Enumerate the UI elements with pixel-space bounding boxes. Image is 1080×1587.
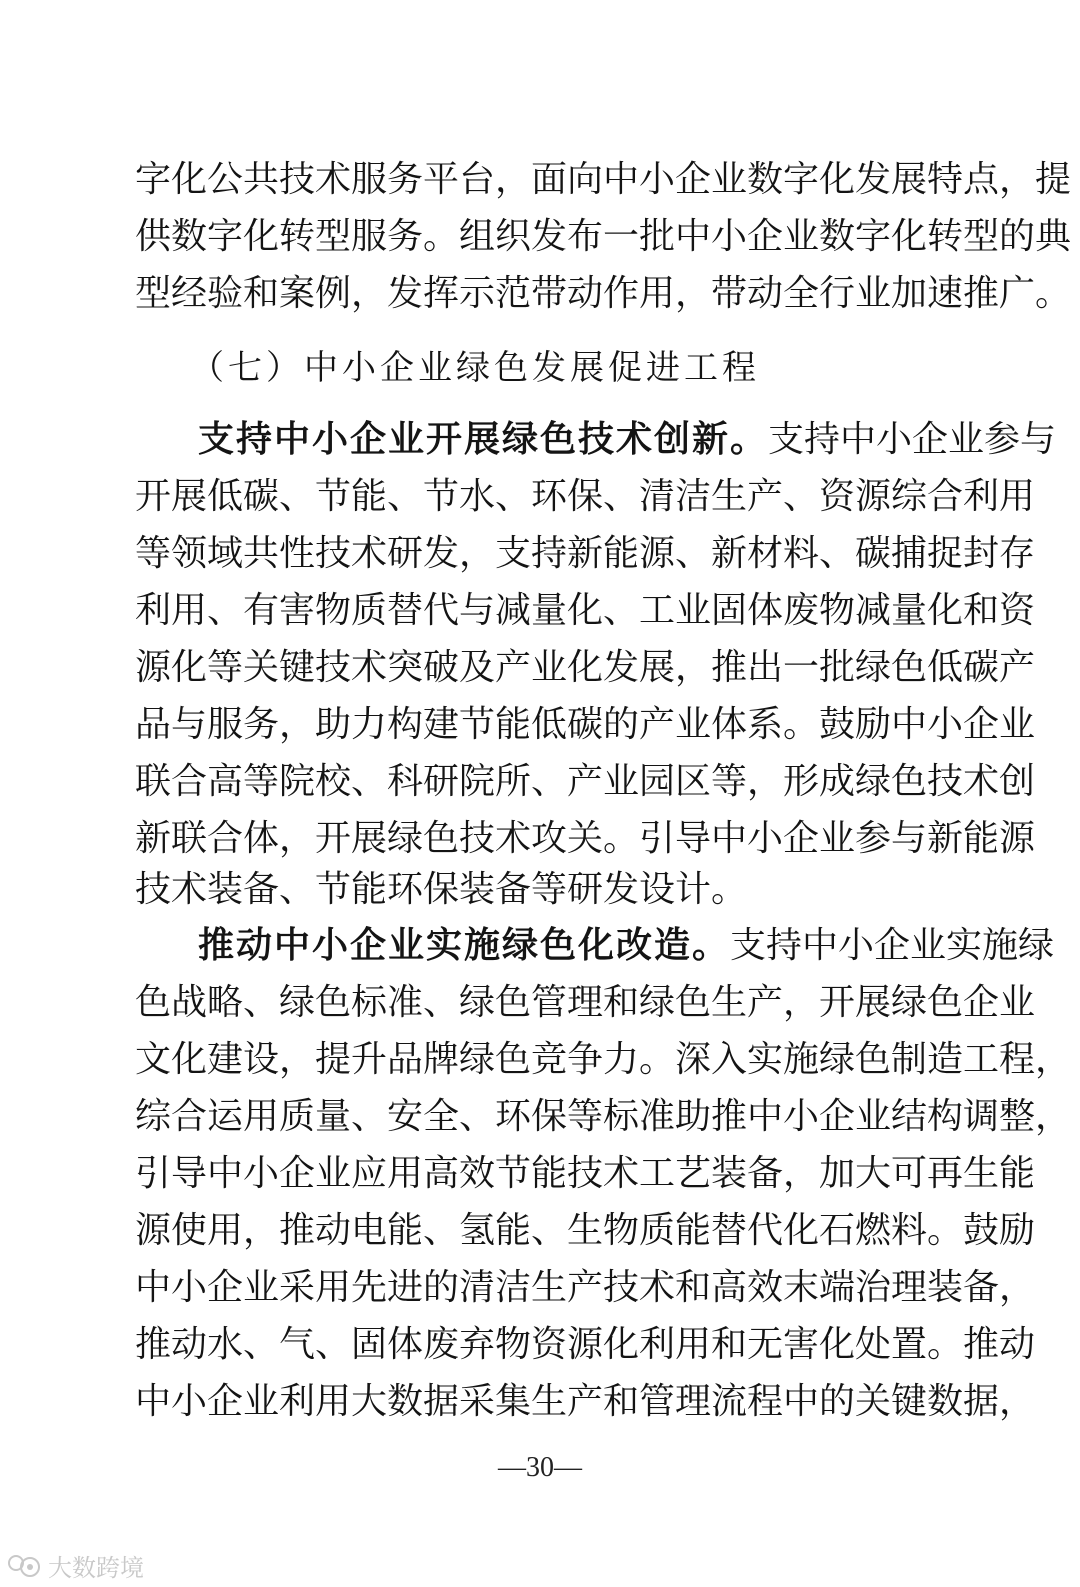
body-line: 引导中小企业应用高效节能技术工艺装备，加大可再生能 xyxy=(135,1153,1036,1194)
body-line: 文化建设，提升品牌绿色竞争力。深入实施绿色制造工程， xyxy=(135,1039,1072,1080)
page-number: —30— xyxy=(498,1452,582,1483)
body-line: 综合运用质量、安全、环保等标准助推中小企业结构调整， xyxy=(135,1096,1072,1137)
body-line: 新联合体，开展绿色技术攻关。引导中小企业参与新能源 xyxy=(135,818,1036,859)
paragraph-lead-bold: 推动中小企业实施绿色化改造。 xyxy=(198,925,731,966)
body-line: 型经验和案例，发挥示范带动作用，带动全行业加速推广。 xyxy=(135,273,1072,314)
body-line: 利用、有害物质替代与减量化、工业固体废物减量化和资 xyxy=(135,590,1036,631)
body-line: 中小企业利用大数据采集生产和管理流程中的关键数据， xyxy=(135,1381,1036,1422)
body-line: 开展低碳、节能、节水、环保、清洁生产、资源综合利用 xyxy=(135,476,1036,517)
body-line: 联合高等院校、科研院所、产业园区等，形成绿色技术创 xyxy=(135,761,1036,802)
body-line: 中小企业采用先进的清洁生产技术和高效末端治理装备， xyxy=(135,1267,1036,1308)
body-line: 技术装备、节能环保装备等研发设计。 xyxy=(135,869,748,910)
section-heading: （七）中小企业绿色发展促进工程 xyxy=(190,348,760,388)
watermark xyxy=(6,1548,144,1583)
watermark-logo-icon xyxy=(6,1551,42,1581)
body-line: 色战略、绿色标准、绿色管理和绿色生产，开展绿色企业 xyxy=(135,982,1036,1023)
body-line: 供数字化转型服务。组织发布一批中小企业数字化转型的典 xyxy=(135,216,1072,257)
body-line: 源使用，推动电能、氢能、生物质能替代化石燃料。鼓励 xyxy=(135,1210,1036,1251)
body-line: 等领域共性技术研发，支持新能源、新材料、碳捕捉封存 xyxy=(135,533,1036,574)
paragraph-lead-rest: 支持中小企业实施绿 xyxy=(730,925,1055,966)
body-line: 源化等关键技术突破及产业化发展，推出一批绿色低碳产 xyxy=(135,647,1036,688)
body-line: 品与服务，助力构建节能低碳的产业体系。鼓励中小企业 xyxy=(135,704,1036,745)
paragraph-lead-rest: 支持中小企业参与 xyxy=(768,419,1057,460)
watermark-text: 大数跨境 xyxy=(48,1554,144,1582)
body-line: 推动水、气、固体废弃物资源化利用和无害化处置。推动 xyxy=(135,1324,1036,1365)
paragraph-first-line xyxy=(198,918,1055,974)
paragraph-first-line xyxy=(198,412,1057,468)
paragraph-lead-bold: 支持中小企业开展绿色技术创新。 xyxy=(198,419,769,460)
body-line: 字化公共技术服务平台，面向中小企业数字化发展特点，提 xyxy=(135,159,1072,200)
